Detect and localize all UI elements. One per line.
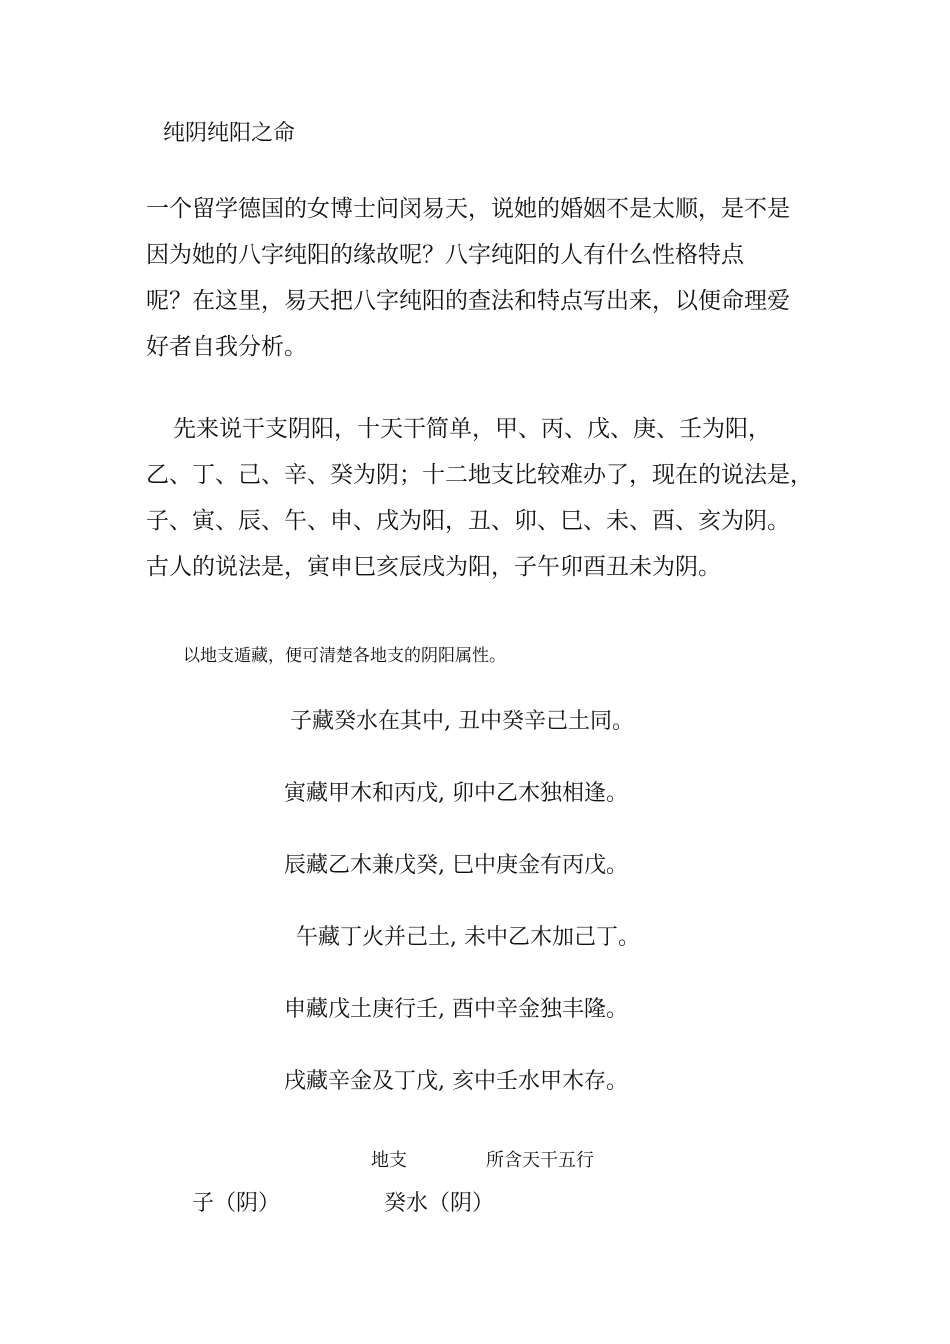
- paragraph-intro-question: [146, 186, 790, 370]
- paragraph-line: 一个留学德国的女博士问闵易天，说她的婚姻不是太顺，是不是: [146, 196, 790, 222]
- verse-line: 辰藏乙木兼戊癸, 巳中庚金有丙戊。: [284, 853, 628, 878]
- hidden-stems-intro: 以地支遁藏，便可清楚各地支的阴阳属性。: [183, 646, 506, 666]
- paragraph-line: 因为她的八字纯阳的缘故呢？八字纯阳的人有什么性格特点: [146, 242, 744, 268]
- verse-line: 申藏戊土庚行壬, 酉中辛金独丰隆。: [284, 997, 628, 1022]
- paragraph-line: 呢？在这里，易天把八字纯阳的查法和特点写出来，以便命理爱: [146, 288, 790, 314]
- verse-line: 子藏癸水在其中, 丑中癸辛己土同。: [290, 709, 634, 734]
- paragraph-line: 好者自我分析。: [146, 334, 307, 360]
- table-cell-stems: 癸水（阴）: [384, 1191, 495, 1216]
- verse-line: 午藏丁火并己土, 未中乙木加己丁。: [296, 925, 640, 950]
- paragraph-line: 子、寅、辰、午、申、戌为阳，丑、卯、巳、未、酉、亥为阴。: [146, 508, 790, 534]
- table-header-earthly-branch: 地支: [371, 1150, 407, 1171]
- paragraph-line: 乙、丁、己、辛、癸为阴；十二地支比较难办了，现在的说法是，: [146, 462, 813, 488]
- table-header-hidden-stems: 所含天干五行: [486, 1150, 594, 1171]
- paragraph-line: 先来说干支阴阳，十天干简单，甲、丙、戊、庚、壬为阳，: [173, 416, 771, 442]
- verse-line: 寅藏甲木和丙戊, 卯中乙木独相逢。: [284, 781, 628, 806]
- document-title: 纯阴纯阳之命: [163, 121, 296, 146]
- paragraph-yin-yang-explanation: [146, 406, 813, 590]
- paragraph-line: 古人的说法是，寅申巳亥辰戌为阳，子午卯酉丑未为阴。: [146, 554, 721, 580]
- verse-line: 戌藏辛金及丁戊, 亥中壬水甲木存。: [284, 1069, 628, 1094]
- table-cell-branch: 子（阴）: [192, 1191, 281, 1216]
